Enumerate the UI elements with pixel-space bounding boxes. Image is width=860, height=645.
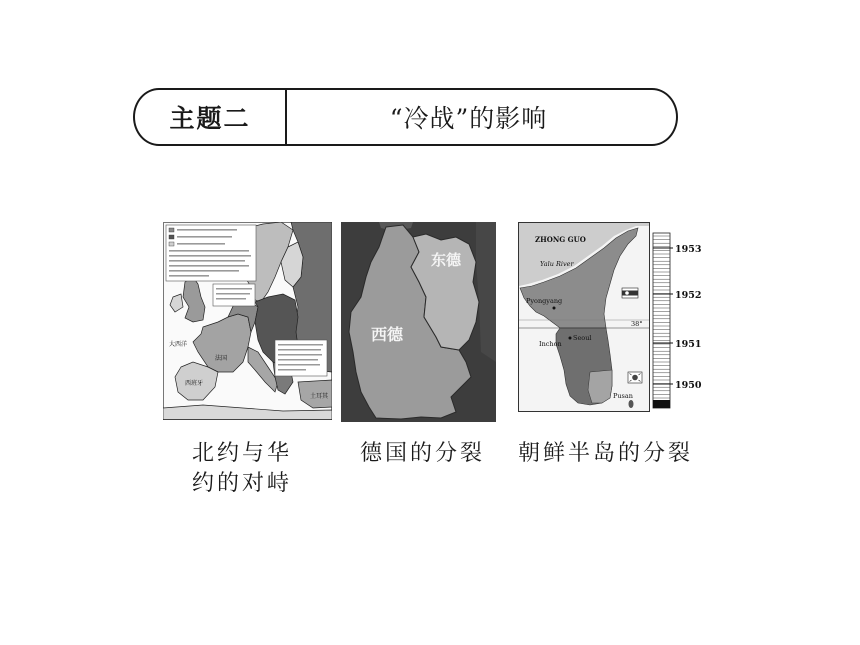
west-germany-label: 西德 [371,325,404,344]
topic-header [133,88,678,146]
germany-map [341,222,496,422]
timeline-ruler [653,233,670,408]
east-germany-label: 东德 [431,251,462,269]
korea-map [518,222,703,414]
pyongyang-marker [553,307,556,310]
pyongyang-label: Pyongyang [526,297,563,305]
timeline-year-1950: 1950 [675,380,702,391]
timeline-year-1951: 1951 [675,339,702,350]
tsushima-island [629,400,634,408]
seoul-label: Seoul [573,334,592,342]
spain-label: 西班牙 [185,380,204,387]
europe-callout-north [213,284,255,306]
europe-caption-line-2: 约的对峙 [192,471,293,496]
europe-map [163,222,332,420]
pusan-label: Pusan [613,392,633,400]
topic-label: 主题二 [169,104,251,133]
france-label: 法国 [215,355,228,362]
war-timeline [653,233,702,408]
europe-legend-box [166,225,256,281]
seoul-marker [569,337,572,340]
timeline-year-1952: 1952 [675,290,702,301]
north-korea-flag-icon [622,288,638,298]
china-label: ZHONG GUO [535,235,586,244]
atlantic-label: 大西洋 [169,341,188,348]
inchon-label: Inchon [539,340,562,348]
europe-caption-line-1: 北约与华 [192,441,293,466]
korea-caption: 朝鲜半岛的分裂 [518,441,694,466]
topic-title: “冷战”的影响 [389,104,548,133]
germany-caption: 德国的分裂 [360,441,486,466]
europe-callout-east [275,340,327,376]
pusan-perimeter-region [588,370,612,403]
parallel-38-label: 38° [631,320,643,328]
south-korea-flag-icon [628,372,642,383]
timeline-start-block [653,400,670,408]
timeline-year-1953: 1953 [675,244,702,255]
turkey-label: 土耳其 [310,393,329,400]
yalu-river-label: Yalu River [540,260,574,268]
